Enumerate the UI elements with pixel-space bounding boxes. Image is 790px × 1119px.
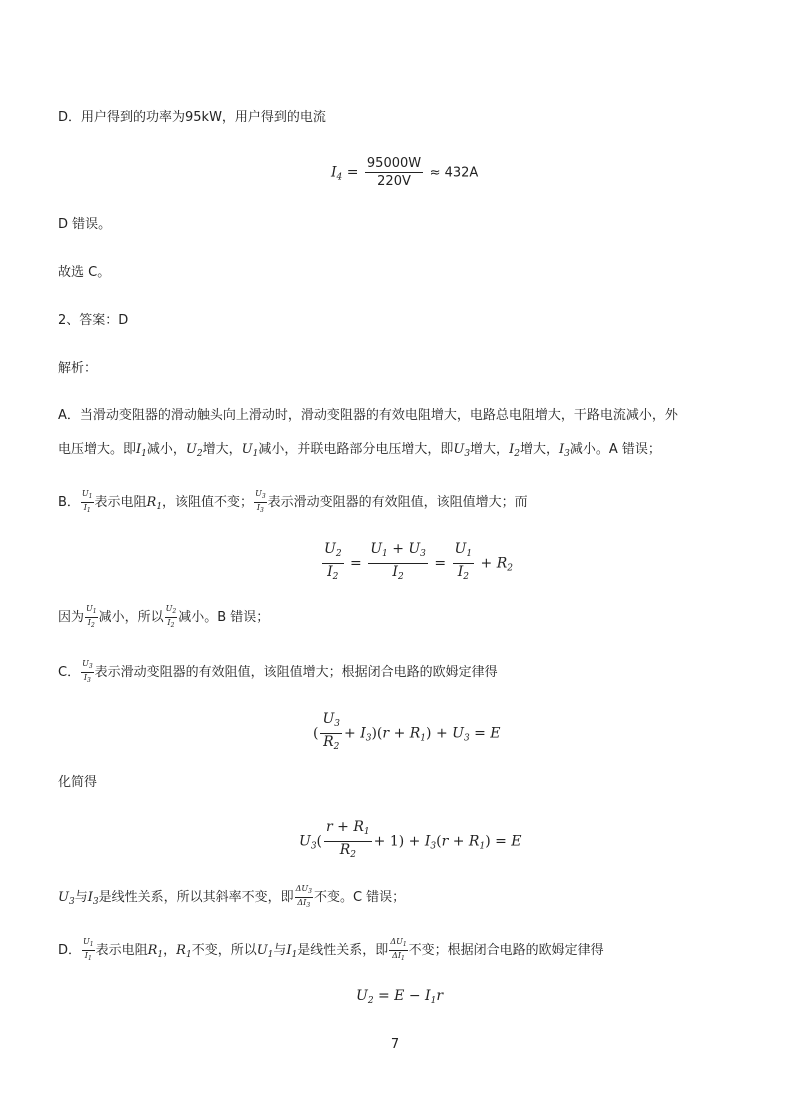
equation-c2: $U_3$( $\frac{r + R_1}{R_2}$ + $1) + I_3(r + R_1) = E$ (299, 819, 522, 860)
eq-numerator: 95000W (366, 156, 422, 171)
equation-c1: ( $\frac{U_3}{R_2}$ + $I_3)(r + R_1) + U_3 = E$ (313, 711, 501, 752)
option-d-text: D．用户得到的功率为95kW，用户得到的电流 (58, 110, 326, 125)
option-a-text: A．当滑动变阻器的滑动触头向上滑动时，滑动变阻器的有效电阻增大，电路总电阻增大，干路电流减小，外 (58, 408, 678, 423)
option-b-text: B． $\frac{U_1}{I_1}$ 表示电阻$R_1$，该阻值不变； $\frac{U_3}{I_3}$ 表示滑动变阻器的有效阻值，该阻值增大；而 (58, 489, 528, 514)
d-wrong-text: D 错误。 (58, 217, 112, 232)
choose-c-text: 故选 C。 (58, 265, 111, 280)
answer-2: 2、答案：D (58, 313, 129, 328)
option-a-text-cont: 电压增大。即$I_1$减小，$U_2$增大，$U_1$减小，并联电路部分电压增大，即$U_3$增大，$I_2$增大，$I_3$减小。A 错误； (58, 442, 661, 459)
eq-lhs-sub: 4 (336, 172, 343, 183)
option-c-conclusion: $U_3$与$I_3$是线性关系，所以其斜率不变，即 $\frac{\Delta U_3}{\Delta I_3}$ 不变。C 错误； (58, 884, 406, 909)
eq-result: ≈ 432A (429, 165, 479, 181)
equation-b: $\frac{U_2}{I_2}$ = $\frac{U_1 + U_3}{I_2}$ = $\frac{U_1}{I_2}$ + $R_2$ (324, 541, 514, 582)
option-b-conclusion: 因为 $\frac{U_1}{I_2}$ 减小，所以 $\frac{U_2}{I_2}$ 减小。B 错误； (58, 604, 270, 629)
equation-d: $U_2 = E - I_1r$ (356, 988, 444, 1006)
analysis-heading: 解析： (58, 361, 98, 376)
eq-denominator: 220V (377, 174, 411, 189)
page-number: 7 (390, 1037, 400, 1052)
equation-i4: $I_4$ = $\frac{95000W}{220V}$ ≈ 432A (331, 156, 479, 189)
option-c-text: C． $\frac{U_3}{I_3}$ 表示滑动变阻器的有效阻值，该阻值增大；根据闭合电路的欧姆定律得 (58, 659, 498, 684)
simplify-label: 化简得 (58, 775, 98, 790)
eq-lhs: I (331, 164, 337, 181)
option-d-analysis: D． $\frac{U_1}{I_1}$ 表示电阻$R_1$，$R_1$不变，所以$U_1$与$I_1$是线性关系，即 $\frac{\Delta U_1}{\Delta I_1}$ 不变；根据闭合电路的欧姆定律得 (58, 937, 604, 962)
